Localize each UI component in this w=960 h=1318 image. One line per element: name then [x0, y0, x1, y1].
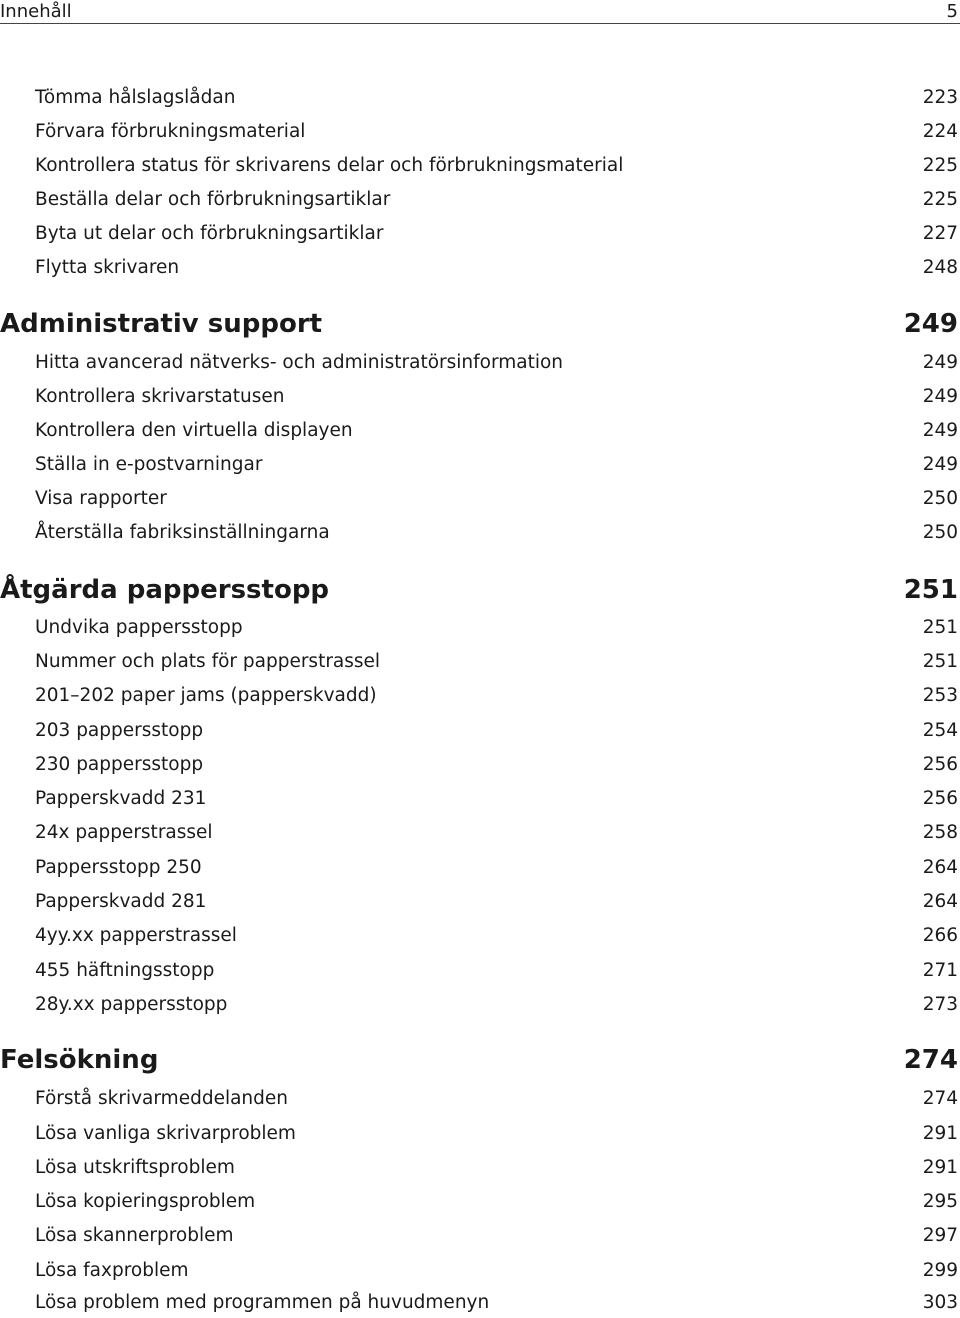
dot-leader	[180, 272, 922, 273]
toc-entry[interactable]	[35, 853, 958, 883]
toc-entry-page: 249	[922, 454, 958, 475]
toc-entry-title: Beställa delar och förbrukningsartiklar	[35, 189, 391, 210]
toc-entry-page: 256	[922, 788, 958, 809]
toc-entry-title: Lösa kopieringsproblem	[35, 1191, 256, 1212]
dot-leader	[168, 503, 922, 504]
toc-entry-title: Kontrollera skrivarstatusen	[35, 386, 285, 407]
toc-entry-title: Tömma hålslagslådan	[35, 87, 236, 108]
toc-entry[interactable]	[35, 921, 958, 951]
toc-entry-page: 271	[922, 960, 958, 981]
toc-entry-title: 455 häftningsstopp	[35, 960, 215, 981]
toc-entry[interactable]	[35, 956, 958, 986]
dot-leader	[236, 102, 921, 103]
toc-entry[interactable]	[35, 750, 958, 780]
dot-leader	[236, 1172, 922, 1173]
dot-leader	[228, 1009, 921, 1010]
toc-entry-title: Förstå skrivarmeddelanden	[35, 1088, 289, 1109]
toc-entry-title: Flytta skrivaren	[35, 257, 180, 278]
toc-entry-title: 28y.xx pappersstopp	[35, 994, 228, 1015]
toc-entry[interactable]	[35, 1153, 958, 1183]
dot-leader	[564, 367, 922, 368]
dot-leader	[330, 597, 903, 598]
toc-entry-page: 248	[922, 257, 958, 278]
dot-leader	[207, 906, 921, 907]
dot-leader	[285, 401, 921, 402]
toc-entry-title: 4yy.xx papperstrassel	[35, 925, 237, 946]
toc-entry[interactable]	[35, 784, 958, 814]
toc-entry[interactable]	[35, 253, 958, 283]
toc-entry-page: 303	[922, 1292, 958, 1313]
dot-leader	[256, 1206, 921, 1207]
dot-leader	[203, 872, 922, 873]
toc-entry[interactable]	[35, 1256, 958, 1286]
page-header	[0, 0, 960, 24]
toc-entry-page: 250	[922, 488, 958, 509]
dot-leader	[214, 837, 922, 838]
toc-entry[interactable]	[35, 151, 958, 181]
toc-entry-page: 266	[922, 925, 958, 946]
dot-leader	[204, 735, 922, 736]
toc-entry-page: 251	[922, 617, 958, 638]
toc-entry-title: Lösa utskriftsproblem	[35, 1157, 235, 1178]
toc-entry[interactable]	[35, 1084, 958, 1114]
toc-entry[interactable]	[35, 348, 958, 378]
toc-entry[interactable]	[35, 1221, 958, 1251]
dot-leader	[207, 803, 921, 804]
toc-entry[interactable]	[35, 382, 958, 412]
toc-entry-title: Nummer och plats för papperstrassel	[35, 651, 381, 672]
toc-entry[interactable]	[35, 450, 958, 480]
toc-entry-title: Byta ut delar och förbrukningsartiklar	[35, 223, 384, 244]
dot-leader	[159, 1067, 902, 1068]
toc-entry-page: 258	[922, 822, 958, 843]
dot-leader	[381, 666, 922, 667]
toc-entry[interactable]	[35, 818, 958, 848]
toc-entry-title: Papperskvadd 231	[35, 788, 207, 809]
toc-entry-page: 227	[922, 223, 958, 244]
toc-entry[interactable]	[35, 117, 958, 147]
toc-entry[interactable]	[35, 647, 958, 677]
dot-leader	[190, 1275, 922, 1276]
toc-entry-page: 291	[922, 1123, 958, 1144]
toc-entry-title: Lösa problem med programmen på huvudmenyn	[35, 1292, 490, 1313]
toc-entry-page: 225	[922, 155, 958, 176]
dot-leader	[297, 1138, 922, 1139]
toc-entry-page: 253	[922, 685, 958, 706]
toc-chapter[interactable]	[0, 1040, 958, 1080]
toc-entry-page: 251	[922, 651, 958, 672]
toc-entry-page: 273	[922, 994, 958, 1015]
toc-entry-title: Pappersstopp 250	[35, 857, 202, 878]
toc-entry-title: 230 pappersstopp	[35, 754, 204, 775]
header-rule	[0, 23, 960, 24]
dot-leader	[204, 769, 922, 770]
dot-leader	[624, 170, 921, 171]
toc-entry-title: 203 pappersstopp	[35, 720, 204, 741]
dot-leader	[215, 975, 921, 976]
toc-entry-title: Kontrollera status för skrivarens delar och förbrukningsmaterial	[35, 155, 624, 176]
toc-entry-title: Lösa skannerproblem	[35, 1225, 234, 1246]
toc-entry-page: 249	[922, 420, 958, 441]
toc-entry[interactable]	[35, 613, 958, 643]
toc-entry-page: 264	[922, 857, 958, 878]
toc-chapter[interactable]	[0, 570, 958, 610]
dot-leader	[263, 469, 921, 470]
toc-chapter-title: Åtgärda pappersstopp	[0, 575, 330, 605]
toc-chapter-title: Felsökning	[0, 1045, 159, 1075]
toc-entry[interactable]	[35, 990, 958, 1020]
toc-entry-page: 274	[922, 1088, 958, 1109]
toc-entry-title: Undvika pappersstopp	[35, 617, 243, 638]
toc-chapter[interactable]	[0, 304, 958, 344]
dot-leader	[323, 331, 903, 332]
dot-leader	[384, 238, 921, 239]
toc-entry-page: 291	[922, 1157, 958, 1178]
toc-entry-title: Papperskvadd 281	[35, 891, 207, 912]
toc-entry[interactable]	[35, 1119, 958, 1149]
dot-leader	[331, 537, 922, 538]
toc-entry[interactable]	[35, 716, 958, 746]
toc-entry-page: 225	[922, 189, 958, 210]
toc-entry-page: 223	[922, 87, 958, 108]
toc-entry-title: 24x papperstrassel	[35, 822, 213, 843]
dot-leader	[354, 435, 922, 436]
page-number: 5	[946, 1, 958, 22]
toc-chapter-page: 274	[903, 1045, 958, 1075]
toc-entry[interactable]	[35, 1187, 958, 1217]
dot-leader	[391, 204, 921, 205]
toc-entry[interactable]	[35, 185, 958, 215]
toc-entry-page: 249	[922, 386, 958, 407]
toc-entry-page: 250	[922, 522, 958, 543]
toc-entry-title: Förvara förbrukningsmaterial	[35, 121, 306, 142]
toc-chapter-page: 249	[903, 309, 958, 339]
toc-entry-title: Visa rapporter	[35, 488, 167, 509]
toc-entry[interactable]	[35, 484, 958, 514]
toc-entry-title: Ställa in e-postvarningar	[35, 454, 263, 475]
dot-leader	[289, 1103, 922, 1104]
toc-entry-title: Hitta avancerad nätverks- och administratörsinformation	[35, 352, 564, 373]
toc-entry-title: Lösa faxproblem	[35, 1260, 189, 1281]
toc-entry-page: 256	[922, 754, 958, 775]
section-title: Innehåll	[0, 1, 72, 22]
toc-entry-page: 295	[922, 1191, 958, 1212]
toc-entry-title: 201–202 paper jams (papperskvadd)	[35, 685, 377, 706]
dot-leader	[244, 632, 922, 633]
toc-entry[interactable]	[35, 887, 958, 917]
toc-entry-title: Återställa fabriksinställningarna	[35, 522, 330, 543]
toc-chapter-page: 251	[903, 575, 958, 605]
dot-leader	[306, 136, 921, 137]
toc-entry-title: Lösa vanliga skrivarproblem	[35, 1123, 296, 1144]
toc-entry[interactable]	[35, 1288, 958, 1318]
toc-entry[interactable]	[35, 219, 958, 249]
toc-chapter-title: Administrativ support	[0, 309, 323, 339]
toc-entry[interactable]	[35, 416, 958, 446]
toc-entry[interactable]	[35, 83, 958, 113]
dot-leader	[235, 1240, 922, 1241]
toc-entry[interactable]	[35, 518, 958, 548]
dot-leader	[490, 1307, 921, 1308]
toc-entry-page: 264	[922, 891, 958, 912]
toc-entry-page: 224	[922, 121, 958, 142]
toc-entry-title: Kontrollera den virtuella displayen	[35, 420, 353, 441]
toc-entry-page: 297	[922, 1225, 958, 1246]
toc-entry[interactable]	[35, 681, 958, 711]
toc-entry-page: 249	[922, 352, 958, 373]
toc-entry-page: 254	[922, 720, 958, 741]
toc-entry-page: 299	[922, 1260, 958, 1281]
dot-leader	[378, 700, 922, 701]
dot-leader	[238, 940, 922, 941]
